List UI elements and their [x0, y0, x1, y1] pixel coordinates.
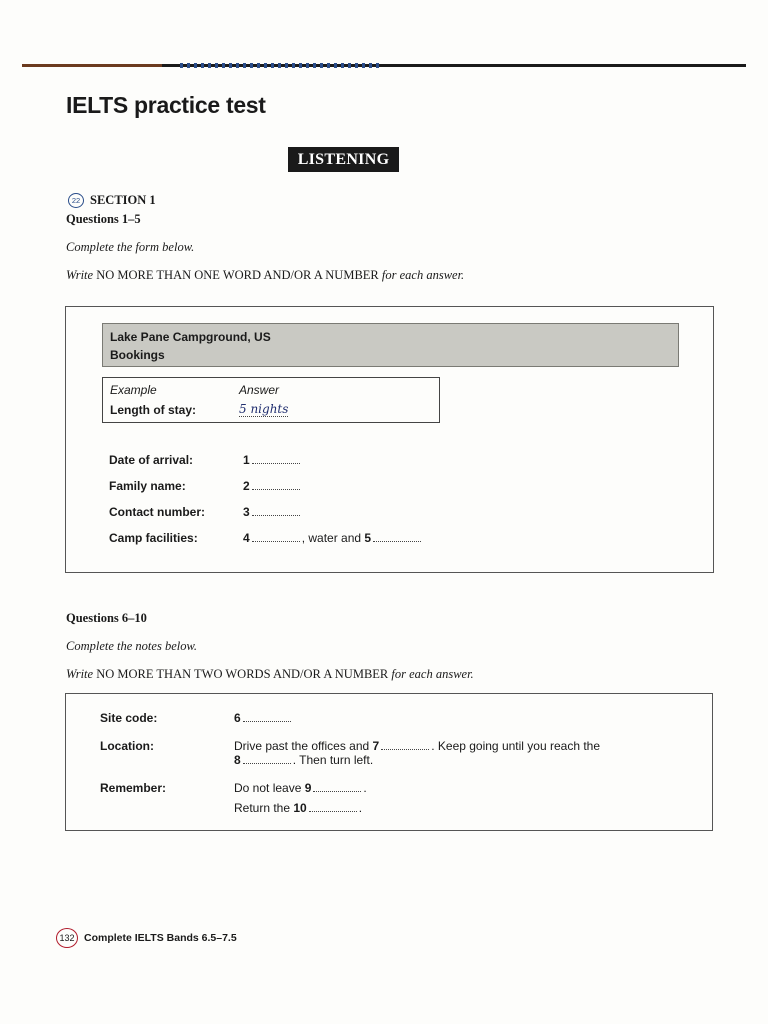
question-number: 7	[372, 739, 380, 753]
rem2-post: .	[358, 801, 363, 815]
question-number: 8	[234, 753, 241, 767]
answer-blank[interactable]	[373, 532, 421, 542]
answer-blank[interactable]	[252, 532, 300, 542]
rem1-pre: Do not leave	[234, 781, 305, 795]
question-number: 3	[243, 505, 250, 519]
top-rule	[22, 64, 746, 67]
example-field: Length of stay:	[110, 403, 196, 417]
audio-track-icon	[66, 192, 86, 208]
loc-mid: . Keep going until you reach the	[431, 739, 601, 753]
page-footer	[56, 928, 237, 948]
loc-pre: Drive past the offices and	[234, 739, 373, 753]
answer-blank[interactable]	[252, 506, 300, 516]
answer-blank[interactable]	[252, 454, 300, 464]
row-label: Camp facilities:	[109, 531, 198, 545]
track-number: 22	[68, 193, 84, 208]
question-number: 1	[243, 453, 250, 467]
page-number: 132	[56, 928, 78, 948]
row-label: Remember:	[100, 781, 167, 795]
instr-pre: Write	[66, 268, 97, 282]
row-label: Site code:	[100, 711, 158, 725]
answer-blank[interactable]	[309, 802, 357, 812]
listening-banner: LISTENING	[288, 147, 399, 172]
top-rule-dots	[180, 63, 380, 68]
rem2-pre: Return the	[234, 801, 294, 815]
question-number: 6	[234, 711, 241, 725]
rem1-post: .	[363, 781, 367, 795]
form-subtitle: Bookings	[110, 348, 165, 362]
example-box	[102, 377, 440, 423]
row-label: Contact number:	[109, 505, 205, 519]
book-title: Complete IELTS Bands 6.5–7.5	[84, 932, 237, 944]
instruction-complete-form: Complete the form below.	[66, 240, 195, 254]
answer-blank[interactable]	[243, 754, 291, 764]
row-mid-text: , water and	[301, 531, 365, 545]
row-label: Family name:	[109, 479, 186, 493]
section-heading	[66, 192, 156, 208]
questions-6-10-heading: Questions 6–10	[66, 611, 147, 625]
form-title: Lake Pane Campground, US	[110, 330, 271, 344]
question-number: 5	[364, 531, 372, 545]
top-rule-accent	[22, 64, 162, 67]
example-answer: 5 nights	[239, 402, 289, 416]
answer-blank[interactable]	[243, 712, 291, 722]
answer-blank[interactable]	[381, 740, 429, 750]
answer-blank[interactable]	[252, 480, 300, 490]
answer-label: Answer	[239, 383, 280, 397]
questions-1-5-heading: Questions 1–5	[66, 212, 141, 226]
example-label: Example	[110, 383, 157, 397]
instr-caps: NO MORE THAN TWO WORDS AND/OR A NUMBER	[96, 667, 389, 681]
row-label: Date of arrival:	[109, 453, 194, 467]
instruction-complete-notes: Complete the notes below.	[66, 639, 197, 653]
question-number: 2	[243, 479, 250, 493]
instruction-word-limit-1	[66, 268, 464, 283]
row-label: Location:	[100, 739, 154, 753]
form-header	[102, 323, 679, 367]
section-label: SECTION 1	[90, 192, 156, 207]
instr-post: for each answer.	[378, 268, 465, 282]
answer-blank[interactable]	[313, 782, 361, 792]
loc-post: . Then turn left.	[292, 753, 374, 767]
instr-pre: Write	[66, 667, 97, 681]
instr-post: for each answer.	[388, 667, 474, 681]
page-title: IELTS practice test	[66, 92, 266, 118]
question-number: 10	[293, 801, 307, 815]
notes-box	[65, 693, 713, 831]
instruction-word-limit-2	[66, 667, 474, 682]
question-number: 9	[304, 781, 312, 795]
question-number: 4	[243, 531, 250, 545]
instr-caps: NO MORE THAN ONE WORD AND/OR A NUMBER	[96, 268, 379, 282]
